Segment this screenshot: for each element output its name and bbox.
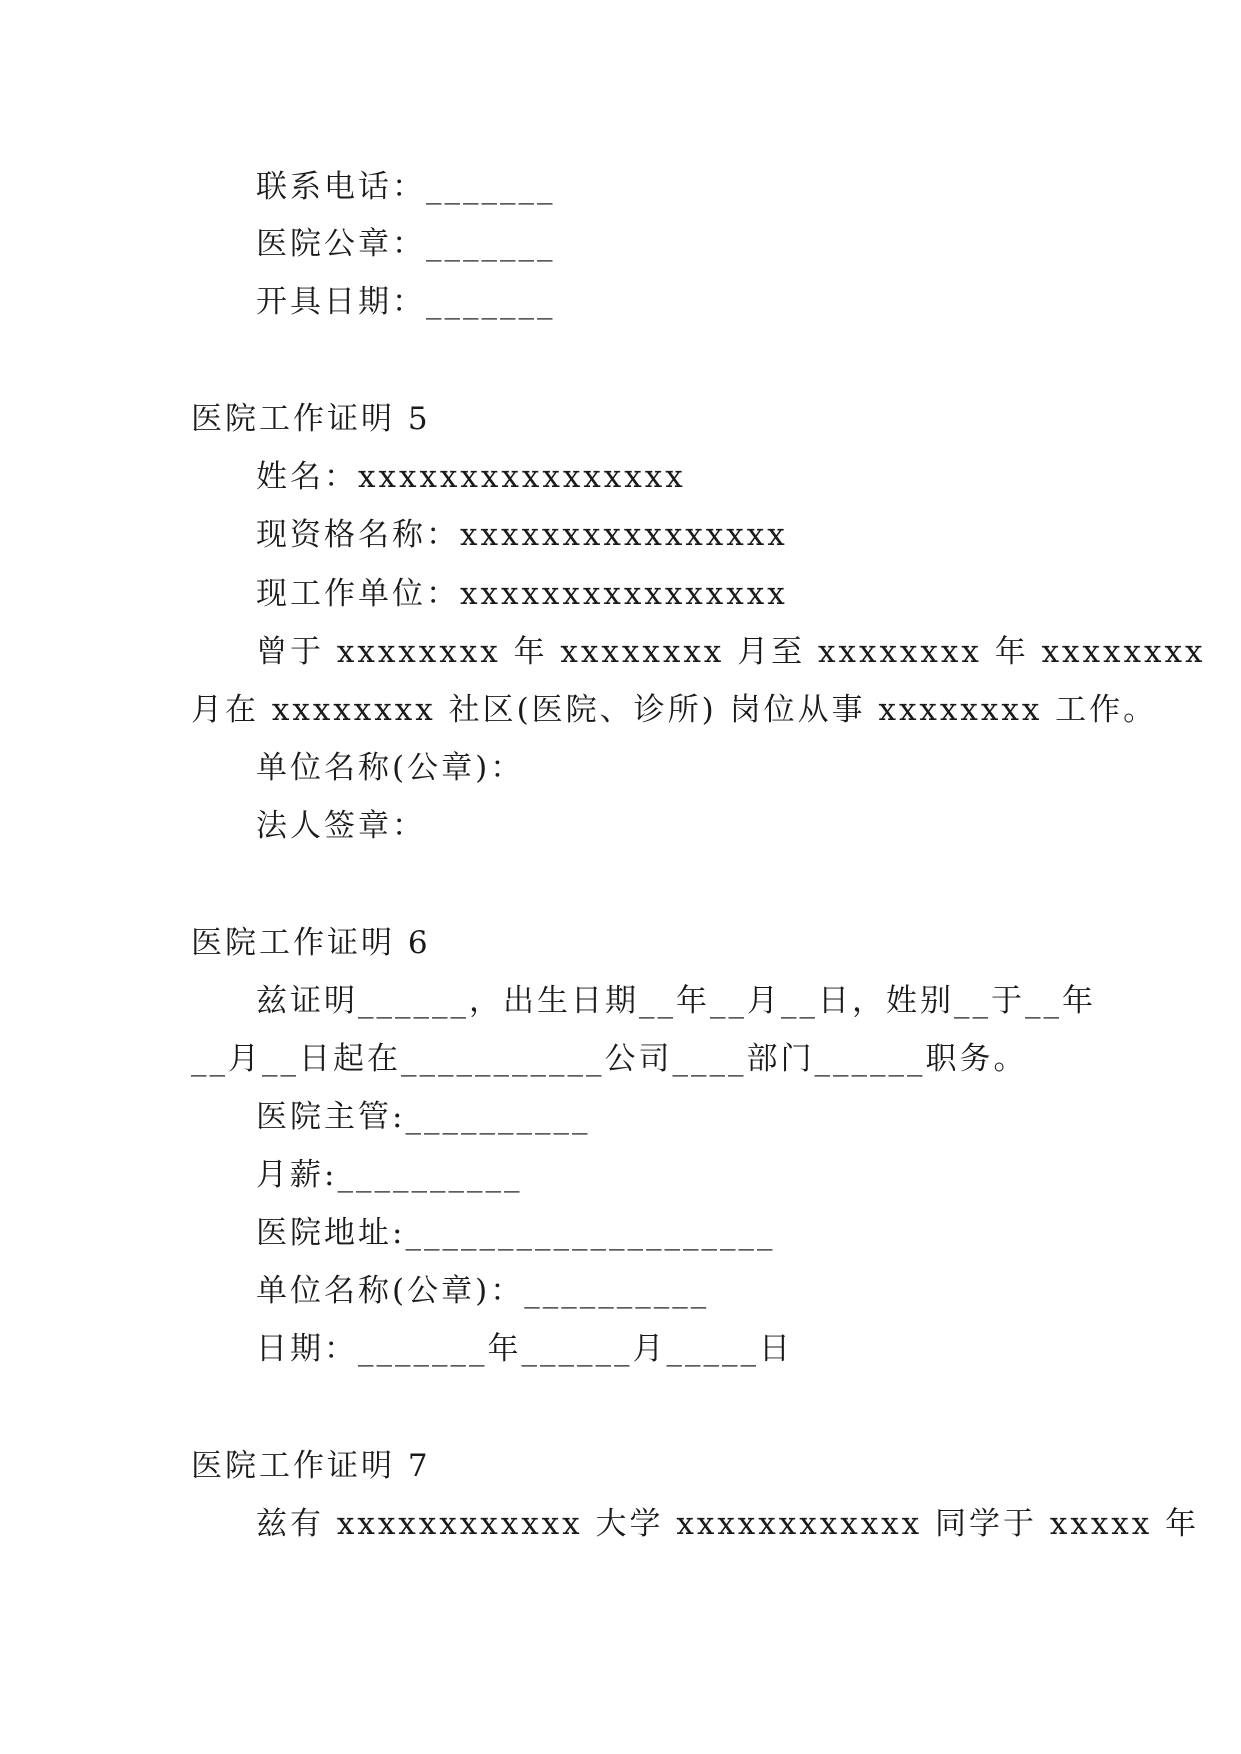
date-field: 日期：_______年______月_____日	[256, 1331, 793, 1367]
section-5-body-line-2: 月在 xxxxxxxx 社区(医院、诊所) 岗位从事 xxxxxxxx 工作。	[191, 692, 1158, 728]
unit-seal-field: 单位名称(公章)：__________	[256, 1273, 710, 1309]
current-employer-field: 现工作单位：xxxxxxxxxxxxxxxx	[256, 576, 788, 612]
unit-seal-field: 单位名称(公章)：	[256, 750, 525, 786]
section-7-body-line-1: 兹有 xxxxxxxxxxxx 大学 xxxxxxxxxxxx 同学于 xxxxx 年	[256, 1506, 1200, 1542]
section-6-title: 医院工作证明 6	[191, 925, 431, 961]
legal-signature-field: 法人签章：	[256, 808, 426, 844]
name-field: 姓名：xxxxxxxxxxxxxxxx	[256, 459, 686, 495]
hospital-seal-field: 医院公章：_______	[256, 226, 556, 262]
section-6-body-line-1: 兹证明______，出生日期__年__月__日，姓别__于__年	[256, 983, 1096, 1019]
section-6-body-line-2: __月__日起在___________公司____部门______职务。	[191, 1041, 1028, 1077]
supervisor-field: 医院主管:__________	[256, 1099, 591, 1135]
section-7-title: 医院工作证明 7	[191, 1448, 431, 1484]
salary-field: 月薪:__________	[256, 1157, 523, 1193]
contact-phone-field: 联系电话：_______	[256, 169, 556, 205]
issue-date-field: 开具日期：_______	[256, 284, 556, 320]
section-5-body-line-1: 曾于 xxxxxxxx 年 xxxxxxxx 月至 xxxxxxxx 年 xxxxxxxx	[256, 634, 1206, 670]
section-5-title: 医院工作证明 5	[191, 401, 431, 437]
qualification-field: 现资格名称：xxxxxxxxxxxxxxxx	[256, 517, 788, 553]
hospital-address-field: 医院地址:____________________	[256, 1215, 776, 1251]
